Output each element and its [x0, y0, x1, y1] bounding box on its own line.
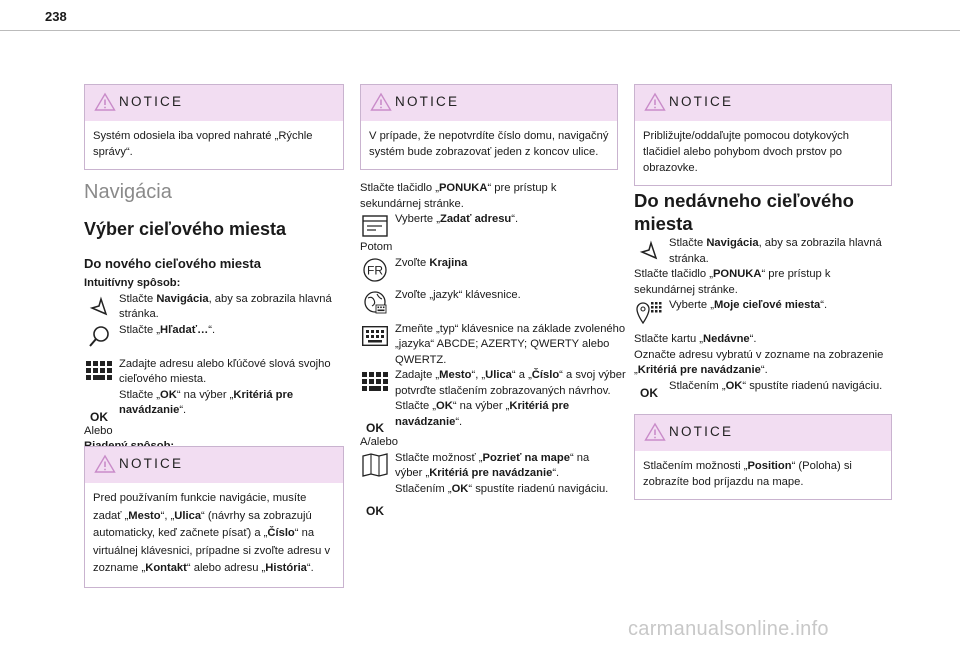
enter-address-icon — [360, 212, 390, 240]
step-row — [360, 288, 618, 316]
step-text: Stlačte — [119, 292, 157, 305]
subsection-title: Výber cieľového miesta — [84, 219, 287, 239]
notice-header — [361, 85, 617, 121]
step-row — [360, 482, 618, 518]
paragraph: Stlačte kartu „Nedávne“. — [634, 333, 757, 345]
map-icon — [360, 451, 390, 479]
step-text: “ na výber „ — [176, 388, 234, 401]
step-row — [634, 298, 892, 326]
step-text: Zadajte „ — [395, 369, 440, 381]
step-text: Stlačte „ — [395, 400, 437, 412]
step-text: Stlačte — [669, 237, 707, 249]
paragraph: Označte adresu vybratú v zozname na zobrazenie „Kritériá pre navádzanie“. — [634, 348, 884, 376]
step-bold: Navigácia — [706, 237, 759, 249]
ok-icon: OK — [90, 409, 108, 424]
step-text: “ spustíte riadenú navigáciu. — [742, 379, 883, 392]
step-text: “. — [455, 415, 463, 428]
step-text: Stlačením „ — [395, 482, 452, 495]
notice-header — [85, 85, 343, 121]
step-text: Zvoľte „jazyk“ klávesnice. — [395, 288, 521, 301]
notice-box — [634, 84, 892, 186]
then-label: Potom — [360, 241, 393, 253]
step-bold: OK — [725, 379, 743, 392]
notice-text: Pred používaním funkcie navigácie, musíte zadať „Mesto“, „Ulica“ (návrhy sa zobrazujú automaticky, keď začnete písať) a „Číslo“ na virtuálnej klávesnici, prípadne si zvoľte adresu v zozname „Kontakt“ alebo adresu „História“. — [93, 492, 331, 574]
warning-icon — [644, 422, 666, 442]
step-bold: OK — [451, 482, 469, 495]
step-row — [84, 357, 342, 388]
step-row — [360, 451, 618, 482]
intuitive-label: Intuitívny spôsob: — [84, 277, 181, 289]
step-text: “ a svoj výber potvrďte stlačením zobrazovaných návrhov. — [395, 369, 626, 397]
step-text: Stlačte „ — [119, 388, 161, 401]
step-text: Zvoľte — [395, 256, 430, 269]
step-text: “. — [820, 299, 828, 311]
notice-title: NOTICE — [395, 94, 460, 109]
notice-box — [634, 414, 892, 500]
keyboard-icon — [84, 357, 114, 385]
step-row — [360, 399, 618, 435]
notice-box — [360, 84, 618, 170]
search-icon — [84, 323, 114, 351]
ok-icon: OK — [366, 503, 384, 518]
topic-title: Do nového cieľového miesta — [84, 256, 261, 271]
step-row — [360, 256, 618, 284]
step-text: “. — [208, 323, 216, 336]
notice-text: Stlačením možnosti „Position“ (Poloha) si zobrazíte bod príjazdu na mape. — [643, 460, 852, 488]
warning-icon — [94, 92, 116, 112]
notice-title: NOTICE — [119, 456, 184, 471]
step-bold: Pozrieť na mape — [482, 451, 570, 464]
step-row — [360, 322, 626, 369]
keyboard-icon — [360, 368, 390, 396]
step-text: “. — [511, 213, 519, 225]
ok-icon: OK — [366, 421, 384, 435]
step-text: Stlačte možnosť „ — [395, 451, 483, 464]
svg-text:FR: FR — [367, 263, 383, 277]
notice-text: Približujte/oddaľujte pomocou dotykových tlačidiel alebo pohybom dvoch prstov po obrazovke. — [643, 130, 849, 174]
warning-icon — [644, 92, 666, 112]
step-bold: Kritériá pre navádzanie — [395, 400, 570, 428]
step-bold: Hľadať… — [160, 323, 209, 336]
step-text: “. — [179, 404, 187, 416]
alternative-label: A/alebo — [360, 436, 398, 448]
step-bold: Kritériá pre navádzanie — [119, 388, 294, 416]
notice-text: V prípade, že nepotvrdíte číslo domu, navigačný systém bude zobrazovať jeden z koncov ulice. — [369, 130, 609, 158]
section-title: Navigácia — [84, 181, 172, 203]
keyboard-type-icon — [360, 322, 390, 350]
step-text: Stlačte „ — [119, 323, 161, 336]
step-text: “ na výber „ — [395, 451, 590, 479]
header-divider — [0, 30, 960, 31]
section-title: Do nedávneho cieľového miesta — [634, 190, 854, 234]
paragraph: Stlačte tlačidlo „PONUKA“ pre prístup k sekundárnej stránke. — [634, 268, 831, 296]
step-row — [634, 379, 892, 407]
watermark: carmanualsonline.info — [628, 618, 829, 640]
step-row — [84, 292, 342, 323]
notice-title: NOTICE — [669, 424, 734, 439]
step-bold: Mesto — [439, 369, 472, 381]
navigation-icon — [634, 236, 664, 264]
step-text: Zadajte adresu alebo kľúčové slová svojho cieľového miesta. — [119, 357, 331, 385]
step-bold: OK — [436, 400, 453, 412]
step-bold: Kritériá pre navádzanie — [429, 467, 553, 479]
notice-header — [85, 447, 343, 483]
globe-icon — [360, 288, 390, 316]
step-row — [84, 323, 342, 351]
step-row — [360, 212, 618, 240]
step-text: , aby sa zobrazila hlavná stránka. — [119, 292, 332, 320]
step-bold: Číslo — [531, 369, 560, 381]
notice-header — [635, 85, 891, 121]
step-text: Vyberte „ — [395, 213, 440, 225]
step-row — [360, 368, 626, 399]
notice-text: Systém odosiela iba vopred nahraté „Rýchle správy“. — [93, 130, 313, 158]
country-icon — [360, 256, 390, 284]
notice-title: NOTICE — [119, 94, 184, 109]
step-text: “ a „ — [511, 369, 532, 381]
step-text: “, „ — [471, 369, 486, 381]
warning-icon — [370, 92, 392, 112]
step-text: Stlačením „ — [669, 379, 726, 392]
favorite-destinations-icon — [634, 298, 664, 326]
step-bold: OK — [160, 388, 177, 401]
step-text: “ na výber „ — [452, 400, 510, 412]
step-bold: Krajina — [429, 256, 468, 269]
paragraph: Stlačte tlačidlo „PONUKA“ pre prístup k sekundárnej stránke. — [360, 182, 557, 210]
notice-box — [84, 84, 344, 170]
notice-box — [84, 446, 344, 588]
alternative-label: Alebo — [84, 424, 113, 437]
step-row — [634, 236, 892, 267]
step-text: “ spustíte riadenú navigáciu. — [468, 482, 609, 495]
warning-icon — [94, 454, 116, 474]
notice-header — [635, 415, 891, 451]
step-text: “. — [552, 467, 560, 479]
step-row — [84, 388, 342, 424]
step-bold: Zadať adresu — [439, 213, 512, 225]
step-text: Zmeňte „typ“ klávesnice na základe zvoleného „jazyka“ ABCDE; AZERTY; QWERTY alebo QWERTZ. — [395, 322, 626, 366]
navigation-icon — [84, 292, 114, 320]
notice-title: NOTICE — [669, 94, 734, 109]
page-number: 238 — [45, 9, 67, 24]
ok-icon: OK — [640, 385, 658, 400]
step-bold: Ulica — [485, 369, 512, 381]
step-bold: Moje cieľové miesta — [713, 299, 821, 311]
step-bold: Navigácia — [156, 292, 209, 305]
step-text: , aby sa zobrazila hlavná stránka. — [669, 237, 882, 265]
step-text: Vyberte „ — [669, 299, 714, 311]
